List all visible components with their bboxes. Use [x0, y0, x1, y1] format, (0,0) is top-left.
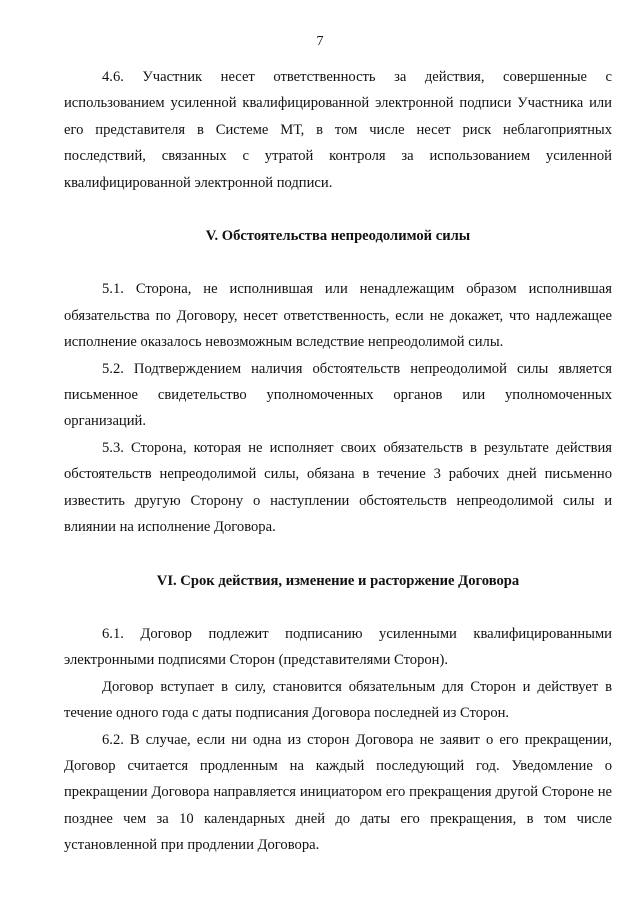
section-heading-vi: VI. Срок действия, изменение и расторжение Договора	[156, 572, 520, 589]
paragraph-5-1: 5.1. Сторона, не исполнившая или ненадлежащим образом исполнившая обязательства по Договору, несет ответственность, если не докажет, что надлежащее исполнение оказалось невозможным вследствие непреодолимой силы.	[64, 281, 612, 351]
paragraph-4-6: 4.6. Участник несет ответственность за действия, совершенные с использованием усиленной квалифицированной электронной подписи Участника или его представителя в Системе МТ, в том числе несет риск неблагоприятных последствий, связанных с утратой контроля за использованием усиленной квалифицированной электронной подписи.	[64, 69, 612, 191]
paragraph-5-3: 5.3. Сторона, которая не исполняет своих обязательств в результате действия обстоятельств непреодолимой силы, обязана в течение 3 рабочих дней письменно известить другую Сторону о наступлении обстоятельств непреодолимой силы и влиянии на исполнение Договора.	[64, 439, 612, 536]
paragraph-5-2: 5.2. Подтверждением наличия обстоятельств непреодолимой силы является письменное свидетельство уполномоченных органов или уполномоченных организаций.	[64, 360, 612, 430]
paragraph-6-1: 6.1. Договор подлежит подписанию усиленными квалифицированными электронными подписями Сторон (представителями Сторон).	[64, 625, 612, 669]
section-heading-v: V. Обстоятельства непреодолимой силы	[205, 228, 471, 245]
page-number: 7	[316, 34, 324, 49]
document-body	[64, 64, 612, 859]
paragraph-6-2: 6.2. В случае, если ни одна из сторон Договора не заявит о его прекращении, Договор считается продленным на каждый последующий год. Уведомление о прекращении Договора направляется инициатором его прекращения другой Стороне не позднее чем за 10 календарных дней до даты его прекращения, в том числе установленной при продлении Договора.	[64, 731, 612, 854]
paragraph-6-1-continued: Договор вступает в силу, становится обязательным для Сторон и действует в течение одного года с даты подписания Договора последней из Сторон.	[64, 678, 612, 722]
